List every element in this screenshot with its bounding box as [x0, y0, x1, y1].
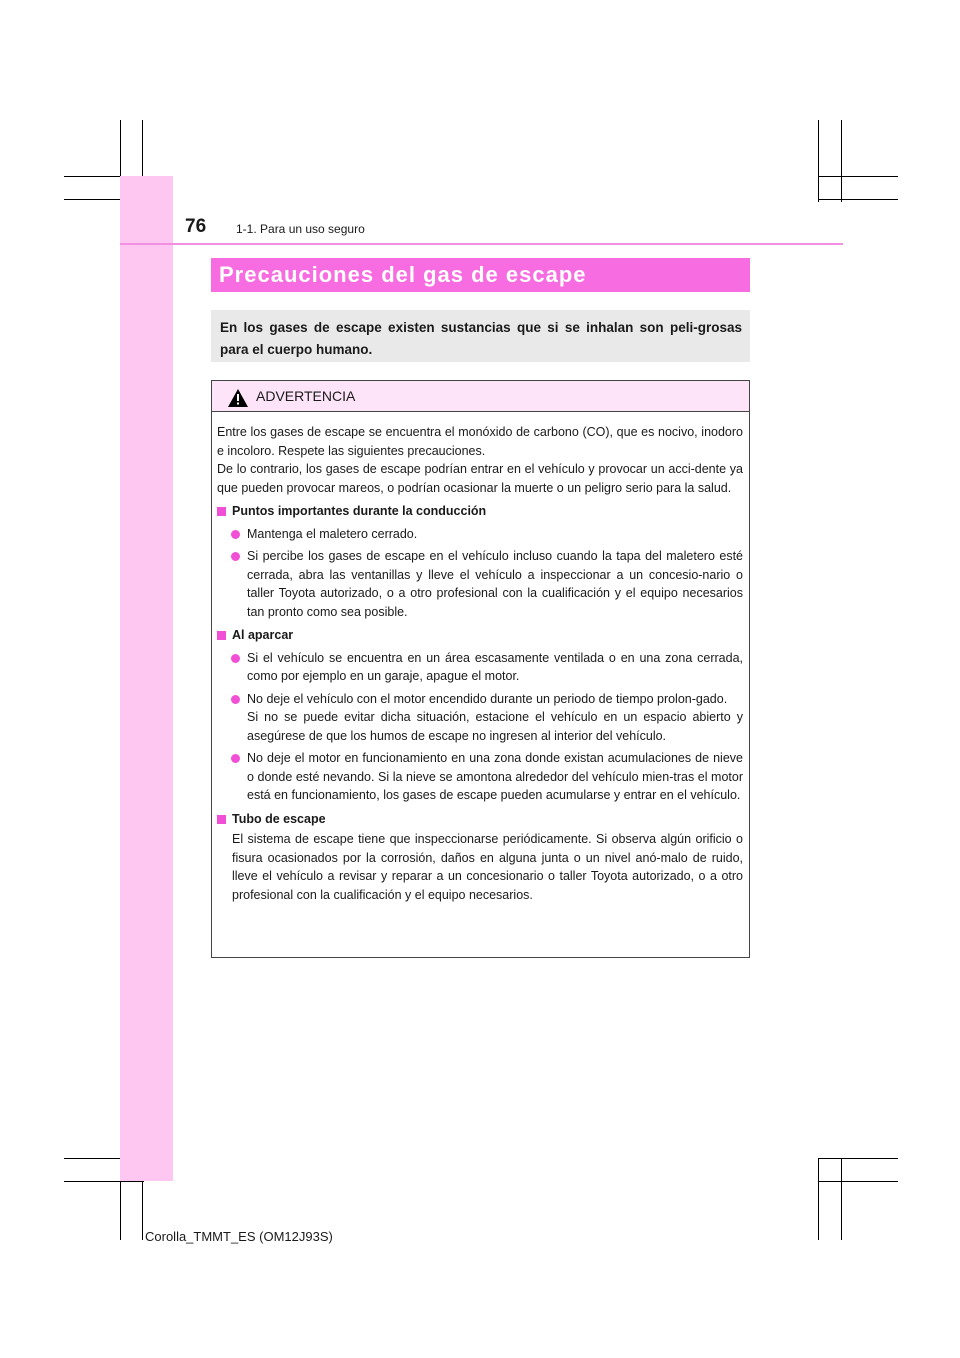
crop-mark	[818, 199, 898, 200]
side-strip	[120, 176, 173, 1181]
page-title: Precauciones del gas de escape	[211, 258, 750, 292]
warning-box	[211, 380, 750, 958]
warning-body	[212, 412, 749, 904]
list-item: No deje el motor en funcionamiento en una zona donde existan acumulaciones de nieve o donde esté nevando. Si la nieve se amontona alrededor del vehículo mien-tras el motor está en funcionamiento, los gases de escape pueden acumularse y entrar en el vehículo.	[217, 749, 743, 805]
crop-mark	[818, 120, 819, 202]
circle-bullet-icon	[231, 530, 240, 539]
crop-mark	[64, 1181, 144, 1182]
warning-header	[212, 381, 749, 412]
square-bullet-icon	[217, 631, 226, 640]
intro-box	[211, 310, 750, 362]
crop-mark	[818, 1181, 898, 1182]
section-heading: Puntos importantes durante la conducción	[217, 502, 743, 521]
circle-bullet-icon	[231, 754, 240, 763]
list-item: Mantenga el maletero cerrado.	[217, 525, 743, 544]
page-number: 76	[185, 216, 207, 237]
list-item: No deje el vehículo con el motor encendido durante un periodo de tiempo prolon-gado. Si no se puede evitar dicha situación, estacione el vehículo en un espacio abierto y asegúrese de que los humos de escape no ingresen al interior del vehículo.	[217, 690, 743, 746]
intro-text: En los gases de escape existen sustancias que si se inhalan son peli-grosas para el cuerpo humano.	[220, 320, 742, 357]
list-item: Si percibe los gases de escape en el vehículo incluso cuando la tapa del maletero esté cerrada, abra las ventanillas y lleve el vehículo a inspeccionar a un concesio-nario o taller Toyota autorizado, o a otro profesional con la cualificación y el equipo necesarios tan pronto como sea posible.	[217, 547, 743, 621]
warning-paragraph: De lo contrario, los gases de escape podrían entrar en el vehículo y provocar un acci-dente ya que pueden provocar mareos, o podrían ocasionar la muerte o un peligro serio para la salud.	[217, 462, 743, 495]
circle-bullet-icon	[231, 552, 240, 561]
section-title: 1-1. Para un uso seguro	[236, 222, 365, 236]
circle-bullet-icon	[231, 654, 240, 663]
header-rule	[120, 243, 843, 245]
list-item: Si el vehículo se encuentra en un área escasamente ventilada o en una zona cerrada, como por ejemplo en un garaje, apague el motor.	[217, 649, 743, 686]
section-heading: Al aparcar	[217, 626, 743, 645]
square-bullet-icon	[217, 815, 226, 824]
crop-mark	[841, 120, 842, 202]
footer-code: Corolla_TMMT_ES (OM12J93S)	[145, 1229, 333, 1244]
crop-mark	[818, 1158, 819, 1240]
warning-label: ADVERTENCIA	[256, 388, 356, 404]
circle-bullet-icon	[231, 695, 240, 704]
section-text: El sistema de escape tiene que inspeccionarse periódicamente. Si observa algún orificio o fisura ocasionados por la corrosión, daños en alguna junta o un nivel anó-malo de ruido, lleve el vehículo a revisar y reparar a un concesionario o taller Toyota autorizado, o a otro profesional con la cualificación y el equipo necesarios.	[232, 832, 743, 902]
crop-mark	[818, 1158, 898, 1159]
warning-triangle-icon	[228, 389, 248, 407]
square-bullet-icon	[217, 507, 226, 516]
list-item-extra: Si no se puede evitar dicha situación, estacione el vehículo en un espacio abierto y asegúrese de que los humos de escape no ingresen al interior del vehículo.	[247, 710, 743, 743]
section-heading: Tubo de escape	[217, 810, 743, 829]
crop-mark	[818, 176, 898, 177]
crop-mark	[841, 1158, 842, 1240]
warning-paragraph: Entre los gases de escape se encuentra el monóxido de carbono (CO), que es nocivo, inodoro e incoloro. Respete las siguientes precauciones.	[217, 425, 743, 458]
